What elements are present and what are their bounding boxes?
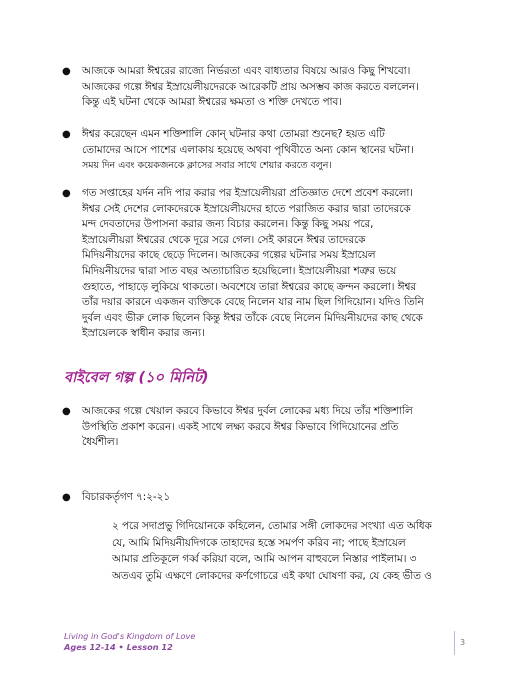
bullet-line: কিন্তু এই ঘটনা থেকে আমরা ঈশ্বরের ক্ষমতা ও শক্তি দেখতে পাব। (82, 96, 342, 109)
bullet-line: ইস্রায়েলকে স্বাধীন করার জন্য। (82, 327, 205, 340)
background-bullet-list (60, 186, 476, 342)
teacher-instruction: সময় দিন এবং কয়েকজনকে ক্লাসের সবার সাথে শেয়ার করতে বলুন। (82, 160, 332, 172)
bullet-item (60, 186, 476, 342)
bullet-dot-icon: ● (62, 188, 71, 199)
scripture-ref-list (60, 490, 476, 506)
footer-divider (454, 631, 455, 655)
bullet-dot-icon: ● (62, 492, 71, 503)
bullet-dot-icon: ● (62, 129, 71, 140)
section-title: বাইবেল গল্প (১০ মিনিট) (64, 370, 209, 386)
bullet-line: গত সপ্তাহের যর্দন নদি পার করার পর ইস্রায়েলীয়রা প্রতিজ্ঞাত দেশে প্রবেশ করলো। (82, 187, 413, 199)
bullet-item (60, 490, 476, 506)
footer-course-title: Living in God's Kingdom of Love (64, 631, 196, 641)
verse-line: যে, আমি মিদিয়নীয়দিগকে তাহাদের হস্তে সমর্পণ করিব না; পাছে ইস্রায়েল (112, 536, 406, 549)
bullet-item (60, 64, 476, 111)
bullet-line: দুর্বল এবং ভীরু লোক ছিলেন কিন্তু ঈশ্বর তাঁকে বেছে নিলেন মিদিয়নীয়দের কাছ থেকে (82, 311, 423, 324)
intro-bullet-list (60, 64, 476, 111)
verse-line: আমার প্রতিকূলে গর্ব্ব করিয়া বলে, আমি আপন বাহুবলে নিস্তার পাইলাম। ৩ (112, 553, 417, 565)
verse-line: অতএব তুমি এক্ষণে লোকদের কর্ণগোচরে এই কথা ঘোষণা কর, যে কেহ ভীত ও (112, 569, 432, 582)
bullet-dot-icon: ● (62, 66, 71, 77)
bullet-line: আজকে আমরা ঈশ্বরের রাজ্যে নির্ভরতা এবং বাধ্যতার বিষয়ে আরও কিছু শিখবো। (82, 65, 411, 77)
scripture-passage (112, 518, 478, 584)
bullet-line: আজকের গল্পে খেয়াল করবে কিভাবে ঈশ্বর দুর্বল লোকের মধ্য দিয়ে তাঁর শক্তিশালি (82, 405, 413, 417)
bullet-line: ধৈর্যশীল। (82, 436, 119, 449)
bullet-line: মিদিয়নীয়দের দ্বারা সাত বছর অত্যাচারিত হয়েছিলো। ইস্রায়েলীয়রা শত্রুর ভয়ে (82, 264, 397, 277)
scripture-reference: বিচারকর্তৃগণ ৭:২-২১ (82, 491, 171, 503)
bullet-line: ইস্রায়েলীয়রা ঈশ্বরের থেকে দূরে সরে গেল। সেই কারনে ঈশ্বর তাদেরকে (82, 233, 366, 246)
verse-line: ২ পরে সদাপ্রভু গিদিয়োনকে কহিলেন, তোমার সঙ্গী লোকদের সংখ্যা এত অধিক (112, 520, 432, 532)
story-bullet-list (60, 404, 476, 451)
bullet-line: তাঁর দয়ার কারনে একজন ব্যক্তিকে বেছে নিলেন যার নাম ছিল গিদিয়োন। যদিও তিনি (82, 296, 424, 309)
bullet-item (60, 404, 476, 451)
bullet-line: মন্দ দেবতাদের উপাসনা করার জন্য বিচার করলেন। কিন্তু কিছু সময় পরে, (82, 218, 374, 231)
bullet-line: আজকের গল্পে ঈশ্বর ইস্রায়েলীয়দেরকে আরেকটি প্রায় অসম্ভব কাজ করতে বললেন। (82, 80, 419, 93)
bullet-line: গুহাতে, পাহাড়ে লুকিয়ে থাকতো। অবশেষে তারা ঈশ্বরের কাছে ক্রন্দন করলো। ঈশ্বর (82, 280, 416, 293)
bullet-dot-icon: ● (62, 406, 71, 417)
question-bullet-list (60, 127, 476, 174)
page-number: 3 (460, 638, 466, 647)
bullet-line: ঈশ্বর করেছেন এমন শক্তিশালি কোন্ ঘটনার কথা তোমরা শুনেছ? হয়ত এটি (82, 128, 385, 140)
bullet-line: তোমাদের আসে পাশের এলাকায় হয়েছে অথবা পৃথিবীতে অন্য কোন স্থানের ঘটনা। (82, 143, 414, 156)
page-footer (64, 631, 195, 652)
bullet-item (60, 127, 476, 174)
footer-lesson-info: Ages 12-14 • Lesson 12 (64, 641, 173, 652)
bullet-line: মিদিয়নীয়দের কাছে ছেড়ে দিলেন। আজকের গল্পের ঘটনার সময় ইস্রায়েল (82, 249, 376, 262)
bullet-line: উপস্থিতি প্রকাশ করেন। একই সাথে লক্ষ্য করবে ঈশ্বর কিভাবে গিদিয়োনের প্রতি (82, 420, 399, 433)
bullet-line: ঈশ্বর সেই দেশের লোকদেরকে ইস্রায়েলীয়দের হাতে পরাজিত করার দ্বারা তাদেরকে (82, 202, 411, 215)
